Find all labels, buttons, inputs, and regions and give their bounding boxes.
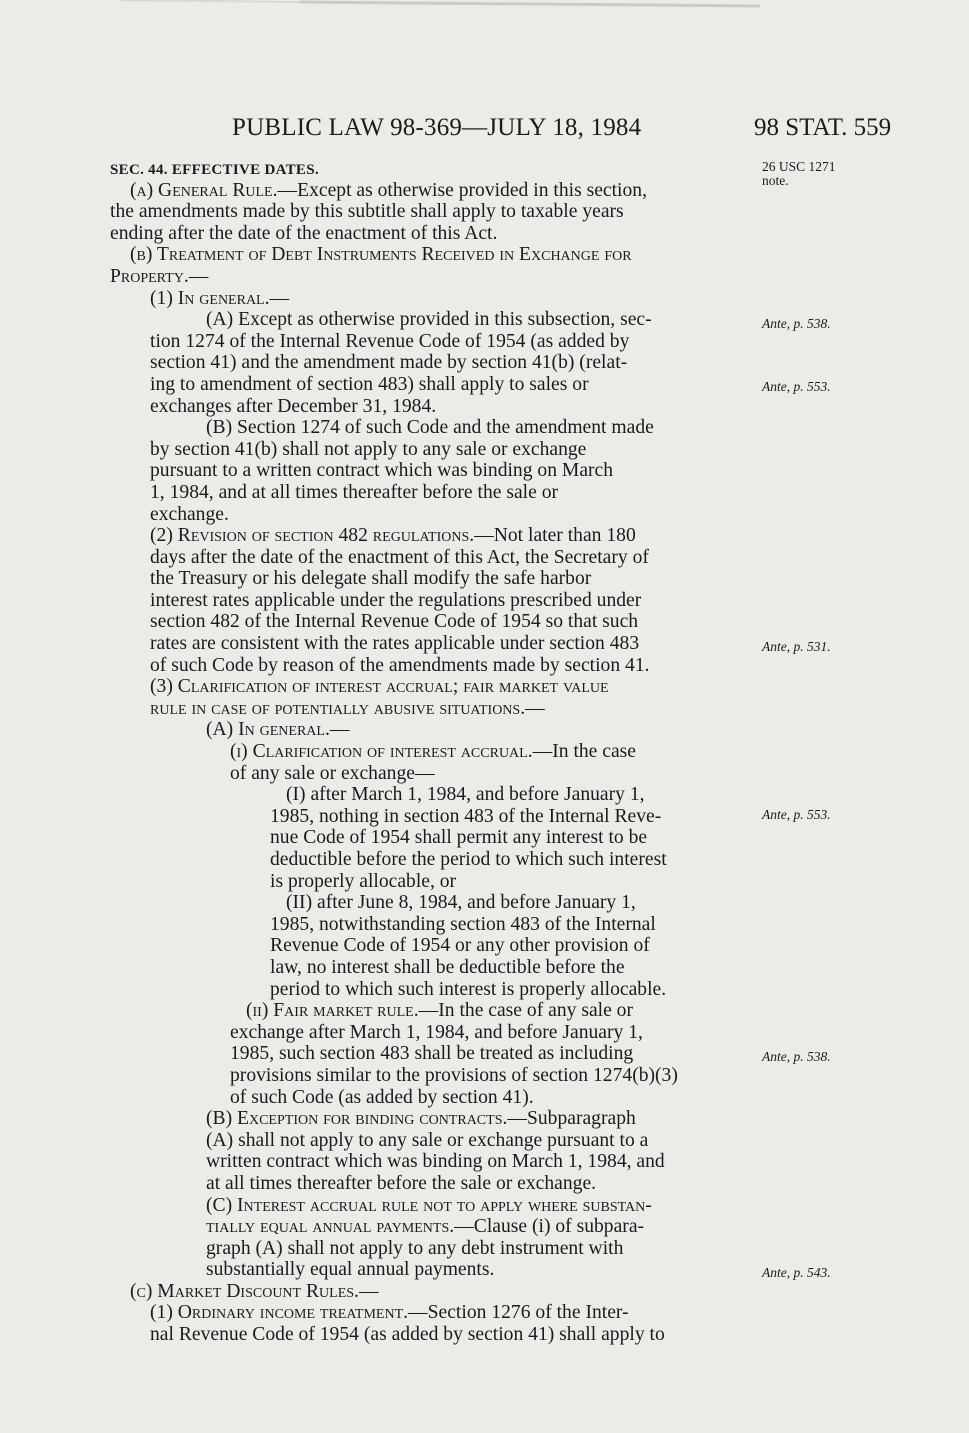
text-line: of such Code (as added by section 41). [230, 1086, 534, 1108]
margin-note-ante: Ante, p. 553. [762, 379, 831, 394]
text-line: the amendments made by this subtitle shall apply to taxable years [110, 201, 624, 223]
text-line: 1, 1984, and at all times thereafter before the sale or [150, 481, 559, 503]
clause-i-heading: (i) Clarification of interest accrual. [230, 741, 533, 763]
statute-text: SEC. 44. EFFECTIVE DATES. (a) General Rule.—Except as otherwise provided in this section, the amendments made by this subtitle shall apply to taxable years ending after the date of the enactment of this Act. (b) Treatment of Debt Instruments Received in Exchange for Property.— (1) In general.— (A) Except as otherwise provided in this subsection, sec- tion 1274 of the Internal Revenue Code of 1954 (as added by section 41) and the amendment made by section 41(b) (relat- ing to amendment of section 483) shall apply to sales or exchanges after December 31, 1984. (B) Section 1274 of such Code and the amendment made by section 41(b) shall not apply to any sale or exchange pursuant to a written contract which was binding on March 1, 1984, and at all times thereafter before the sale or exchange. (2) Revision of section 482 regulations.—Not later than 180 days after the date of the enactment of this Act, the Secretary of the Treasury or his delegate shall modify the safe harbor interest rates applicable under the regulations prescribed under section 482 of the Internal Revenue Code of 1954 so that such rates are consistent with the rates applicable under section 483 of such Code by reason of the amendments made by section 41. (3) Clarification of interest accrual; fair market value rule in case of potentially abusive situations.— (A) In general.— (i) Clarification of interest accrual.—In the case of any sale or exchange— (I) after March 1, 1984, and before January 1, 1985, nothing in section 483 of the Internal Reve- nue Code of 1954 shall permit any interest to be deductible before the period to which such interest is properly allocable, or (II) after June 8, 1984, and before January 1, 1985, notwithstanding section 483 of the Internal Revenue Code of 1954 or any other provision of law, no interest shall be deductible before the period to which such interest is properly allocable. (ii) Fair market rule.—In the case of any sale or exchange after March 1, 1984, and before January 1, 1985, such section 483 shall be treated as including provisions similar to the provisions of section 1274(b)(3) of such Code (as added by section 41). (B) Exception for binding contracts.—Subparagraph (A) shall not apply to any sale or exchange pursuant to a written contract which was binding on March 1, 1984, and at all times thereafter before the sale or exchange. (C) Interest accrual rule not to apply where substan- tially equal annual payments.—Clause (i) of subpara- graph (A) shall not apply to any debt instrument with substantially equal annual payments. (c) Market Discount Rules.— (1) Ordinary income treatment.—Section 1276 of the Inter- nal Revenue Code of 1954 (as added by section 41) shall apply to [110, 158, 740, 1346]
margin-note-ante: Ante, p. 543. [762, 1265, 831, 1280]
text-line: of such Code by reason of the amendments made by section 41. [150, 654, 650, 676]
text-line: section 482 of the Internal Revenue Code of 1954 so that such [150, 611, 639, 633]
paragraph-c1-heading: (1) Ordinary income treatment. [150, 1302, 409, 1324]
text-line: substantially equal annual payments. [206, 1259, 495, 1281]
text-line: exchange after March 1, 1984, and before January 1, [230, 1021, 643, 1043]
text-line: (A) Except as otherwise provided in this subsection, sec- [206, 309, 652, 331]
text-line: nue Code of 1954 shall permit any interest to be [270, 827, 648, 849]
header-stat-page: 98 STAT. 559 [754, 114, 892, 141]
text-line: 1985, nothing in section 483 of the Internal Reve- [270, 805, 662, 827]
text-line: the Treasury or his delegate shall modify the safe harbor [150, 568, 592, 590]
text-line: nal Revenue Code of 1954 (as added by section 41) shall apply to [150, 1324, 665, 1346]
text-line: of any sale or exchange— [230, 762, 435, 784]
clause-ii-heading: (ii) Fair market rule. [246, 1000, 419, 1022]
header-title: PUBLIC LAW 98-369—JULY 18, 1984 [232, 114, 642, 141]
running-header [0, 114, 969, 144]
margin-note-ante: Ante, p. 538. [762, 1049, 831, 1064]
text-line: tion 1274 of the Internal Revenue Code of 1954 (as added by [150, 330, 630, 352]
text-line: ending after the date of the enactment of this Act. [110, 222, 498, 244]
subsection-c-heading: (c) Market Discount Rules. [130, 1280, 359, 1302]
text-line: by section 41(b) shall not apply to any sale or exchange [150, 438, 587, 460]
margin-note-ante: Ante, p. 553. [762, 807, 831, 822]
text-line: (I) after March 1, 1984, and before January 1, [286, 784, 645, 806]
subsection-b-heading: (b) Treatment of Debt Instruments Received in Exchange for [130, 244, 632, 266]
text-line: exchange. [150, 503, 229, 525]
margin-note-usc: 26 USC 1271 note. [762, 159, 836, 188]
text-line: rates are consistent with the rates applicable under section 483 [150, 633, 640, 655]
paragraph-b3-heading-cont: rule in case of potentially abusive situations.— [150, 697, 545, 719]
text-line: 1985, such section 483 shall be treated as including [230, 1043, 634, 1065]
text-line: ing to amendment of section 483) shall apply to sales or [150, 373, 589, 395]
margin-note-ante: Ante, p. 538. [762, 316, 831, 331]
section-heading: SEC. 44. EFFECTIVE DATES. [110, 162, 319, 178]
text-line: exchanges after December 31, 1984. [150, 395, 437, 417]
text-line: is properly allocable, or [270, 870, 457, 892]
text-line: days after the date of the enactment of this Act, the Secretary of [150, 546, 649, 568]
text-line: period to which such interest is properly allocable. [270, 978, 667, 1000]
paragraph-b3-heading: (3) Clarification of interest accrual; fair market value [150, 676, 609, 698]
paragraph-b2-heading: (2) Revision of section 482 regulations. [150, 525, 475, 547]
paragraph-b1-heading: (1) In general.— [150, 287, 290, 309]
text-line: deductible before the period to which such interest [270, 849, 667, 870]
text-line: section 41) and the amendment made by section 41(b) (relat- [150, 352, 628, 374]
text-line: written contract which was binding on March 1, 1984, and [206, 1151, 665, 1173]
subparagraph-b3c-heading-cont: tially equal annual payments. [206, 1216, 455, 1238]
text-line: 1985, notwithstanding section 483 of the Internal [270, 913, 656, 935]
text-line: pursuant to a written contract which was binding on March [150, 460, 614, 482]
subsection-b-heading-cont: Property.— [110, 265, 209, 287]
subparagraph-b3c-heading: (C) Interest accrual rule not to apply where substan- [206, 1194, 652, 1216]
text-line: provisions similar to the provisions of section 1274(b)(3) [230, 1064, 678, 1086]
text-line: (B) Section 1274 of such Code and the amendment made [206, 417, 654, 439]
subsection-a-heading: (a) General Rule. [130, 179, 278, 201]
margin-note-ante: Ante, p. 531. [762, 639, 831, 654]
text-line: Revenue Code of 1954 or any other provision of [270, 935, 650, 957]
text-line: (II) after June 8, 1984, and before January 1, [286, 892, 636, 914]
text-line: graph (A) shall not apply to any debt instrument with [206, 1237, 624, 1259]
text-line: interest rates applicable under the regulations prescribed under [150, 589, 642, 611]
text-line: law, no interest shall be deductible before the [270, 956, 625, 978]
subparagraph-b3b-heading: (B) Exception for binding contracts. [206, 1108, 508, 1130]
text-line: at all times thereafter before the sale or exchange. [206, 1172, 597, 1194]
text-line: (A) shall not apply to any sale or exchange pursuant to a [206, 1129, 649, 1151]
subparagraph-b3a-heading: (A) In general.— [206, 719, 350, 741]
